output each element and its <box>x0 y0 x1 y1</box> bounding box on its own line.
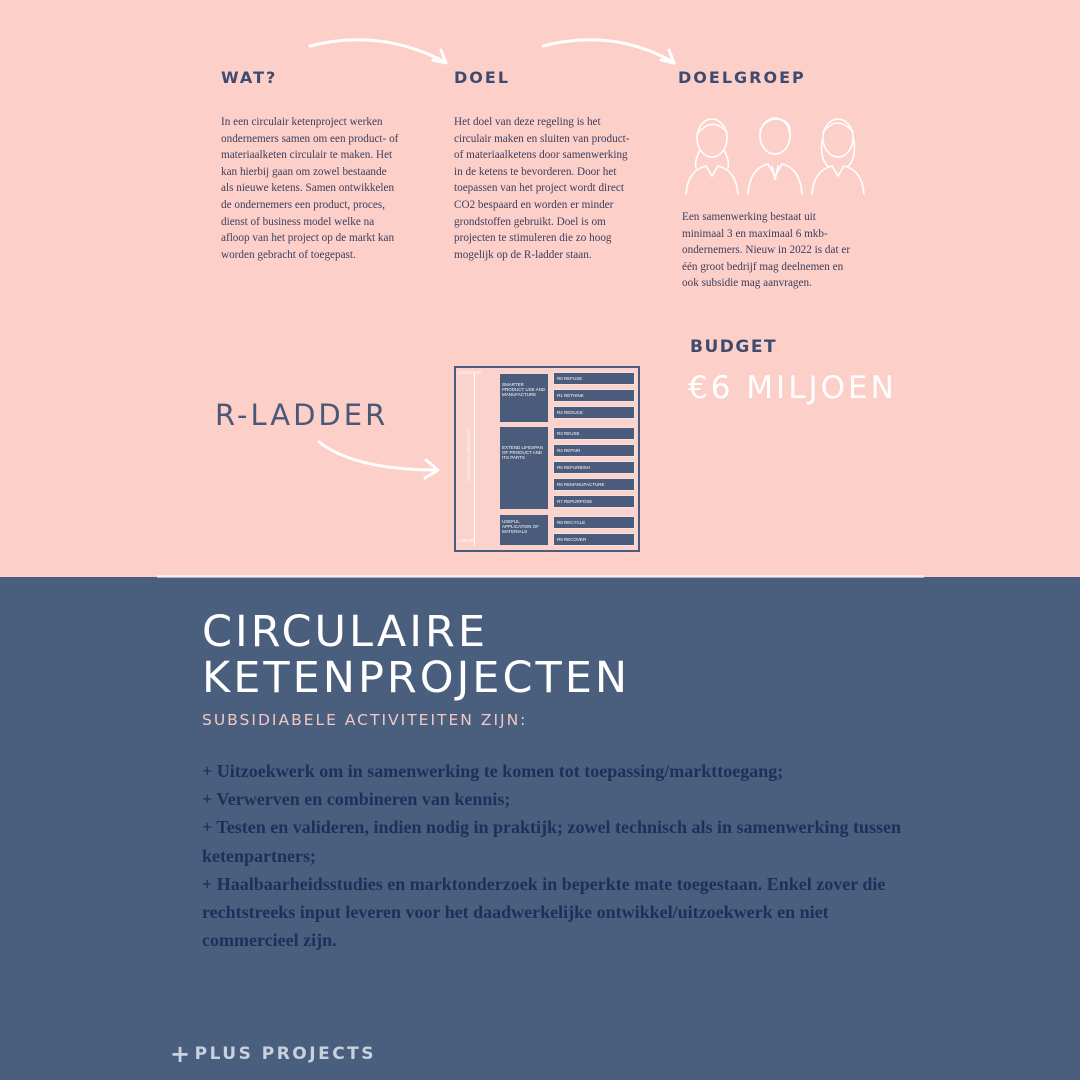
rladder-diagram <box>454 366 640 552</box>
plus-icon: + <box>170 1040 193 1068</box>
ladder-step: R9 RECOVER <box>553 533 635 546</box>
ladder-step: R6 REMANUFACTURE <box>553 478 635 491</box>
ladder-step: R4 REPAIR <box>553 444 635 457</box>
page-title-line1: CIRCULAIRE <box>202 607 489 657</box>
ladder-axis-side: INCREASING CIRCULARITY <box>466 428 471 481</box>
ladder-step: R1 RETHINK <box>553 389 635 402</box>
people-icon <box>682 110 868 196</box>
ladder-group: EXTEND LIFESPAN OF PRODUCT AND ITS PARTS <box>500 427 548 509</box>
logo <box>170 1040 376 1068</box>
rladder-heading: R-LADDER <box>215 398 389 432</box>
ladder-step: R7 REPURPOSE <box>553 495 635 508</box>
doel-text: Het doel van deze regeling is het circulair maken en sluiten van product- of materiaalketens door samenwerking in de ketens te bevorderen. Door het toepassen van het project wordt direct CO2 bespaard en worden er minder grondstoffen gebruikt. Doel is om projecten te stimuleren die zo hoog mogelijk op de R-ladder staan. <box>454 116 630 261</box>
ladder-axis-top: CIRCULAR <box>458 370 482 375</box>
ladder-step: R5 REFURBISH <box>553 461 635 474</box>
doelgroep-text: Een samenwerking bestaat uit minimaal 3 en maximaal 6 mkb-ondernemers. Nieuw in 2022 is dat er één groot bedrijf mag deelnemen en ook subsidie mag aanvragen. <box>682 211 851 290</box>
list-item: + Uitzoekwerk om in samenwerking te komen tot toepassing/markttoegang; <box>202 761 784 781</box>
ladder-step: R2 REDUCE <box>553 406 635 419</box>
ladder-step: R0 REFUSE <box>553 372 635 385</box>
list-item: + Verwerven en combineren van kennis; <box>202 789 511 810</box>
doelgroep-heading: DOELGROEP <box>678 68 806 87</box>
ladder-step: R8 RECYCLE <box>553 516 635 529</box>
list-item: + Haalbaarheidsstudies en marktonderzoek in beperkte mate toegestaan. Enkel zover die rechtstreeks input leveren voor het daadwerkelijke ontwikkel/uitzoekwerk en niet commercieel zijn. <box>202 873 886 951</box>
wat-heading: WAT? <box>221 68 278 87</box>
budget-value: €6 MILJOEN <box>688 370 897 406</box>
arrow-icon <box>305 32 455 72</box>
logo-text: PLUS PROJECTS <box>194 1044 377 1064</box>
ladder-group: SMARTER PRODUCT USE AND MANUFACTURE <box>500 374 548 422</box>
page-title-line2: KETENPROJECTEN <box>202 653 631 703</box>
arrow-icon <box>315 436 445 481</box>
ladder-step: R3 REUSE <box>553 427 635 440</box>
page-subtitle: SUBSIDIABELE ACTIVITEITEN ZIJN: <box>202 711 528 729</box>
list-item: + Testen en valideren, indien nodig in praktijk; zowel technisch als in samenwerking tussen ketenpartners; <box>202 817 902 866</box>
ladder-group: USEFUL APPLICATION OF MATERIALS <box>500 515 548 545</box>
doel-heading: DOEL <box>454 68 511 87</box>
wat-text: In een circulair ketenproject werken ondernemers samen om een product- of materiaalketen circulair te maken. Het kan hierbij gaan om zowel bestaande als nieuwe ketens. Samen ontwikkelen de ondernemers een product, proces, dienst of business model welke na afloop van het project op de markt kan worden gebracht of toegepast. <box>221 116 399 261</box>
divider <box>157 575 924 578</box>
budget-heading: BUDGET <box>690 337 778 357</box>
activities-list <box>202 757 902 954</box>
page-title <box>202 609 630 701</box>
arrow-icon <box>538 32 688 72</box>
ladder-axis-bottom: LINEAR <box>458 538 475 543</box>
